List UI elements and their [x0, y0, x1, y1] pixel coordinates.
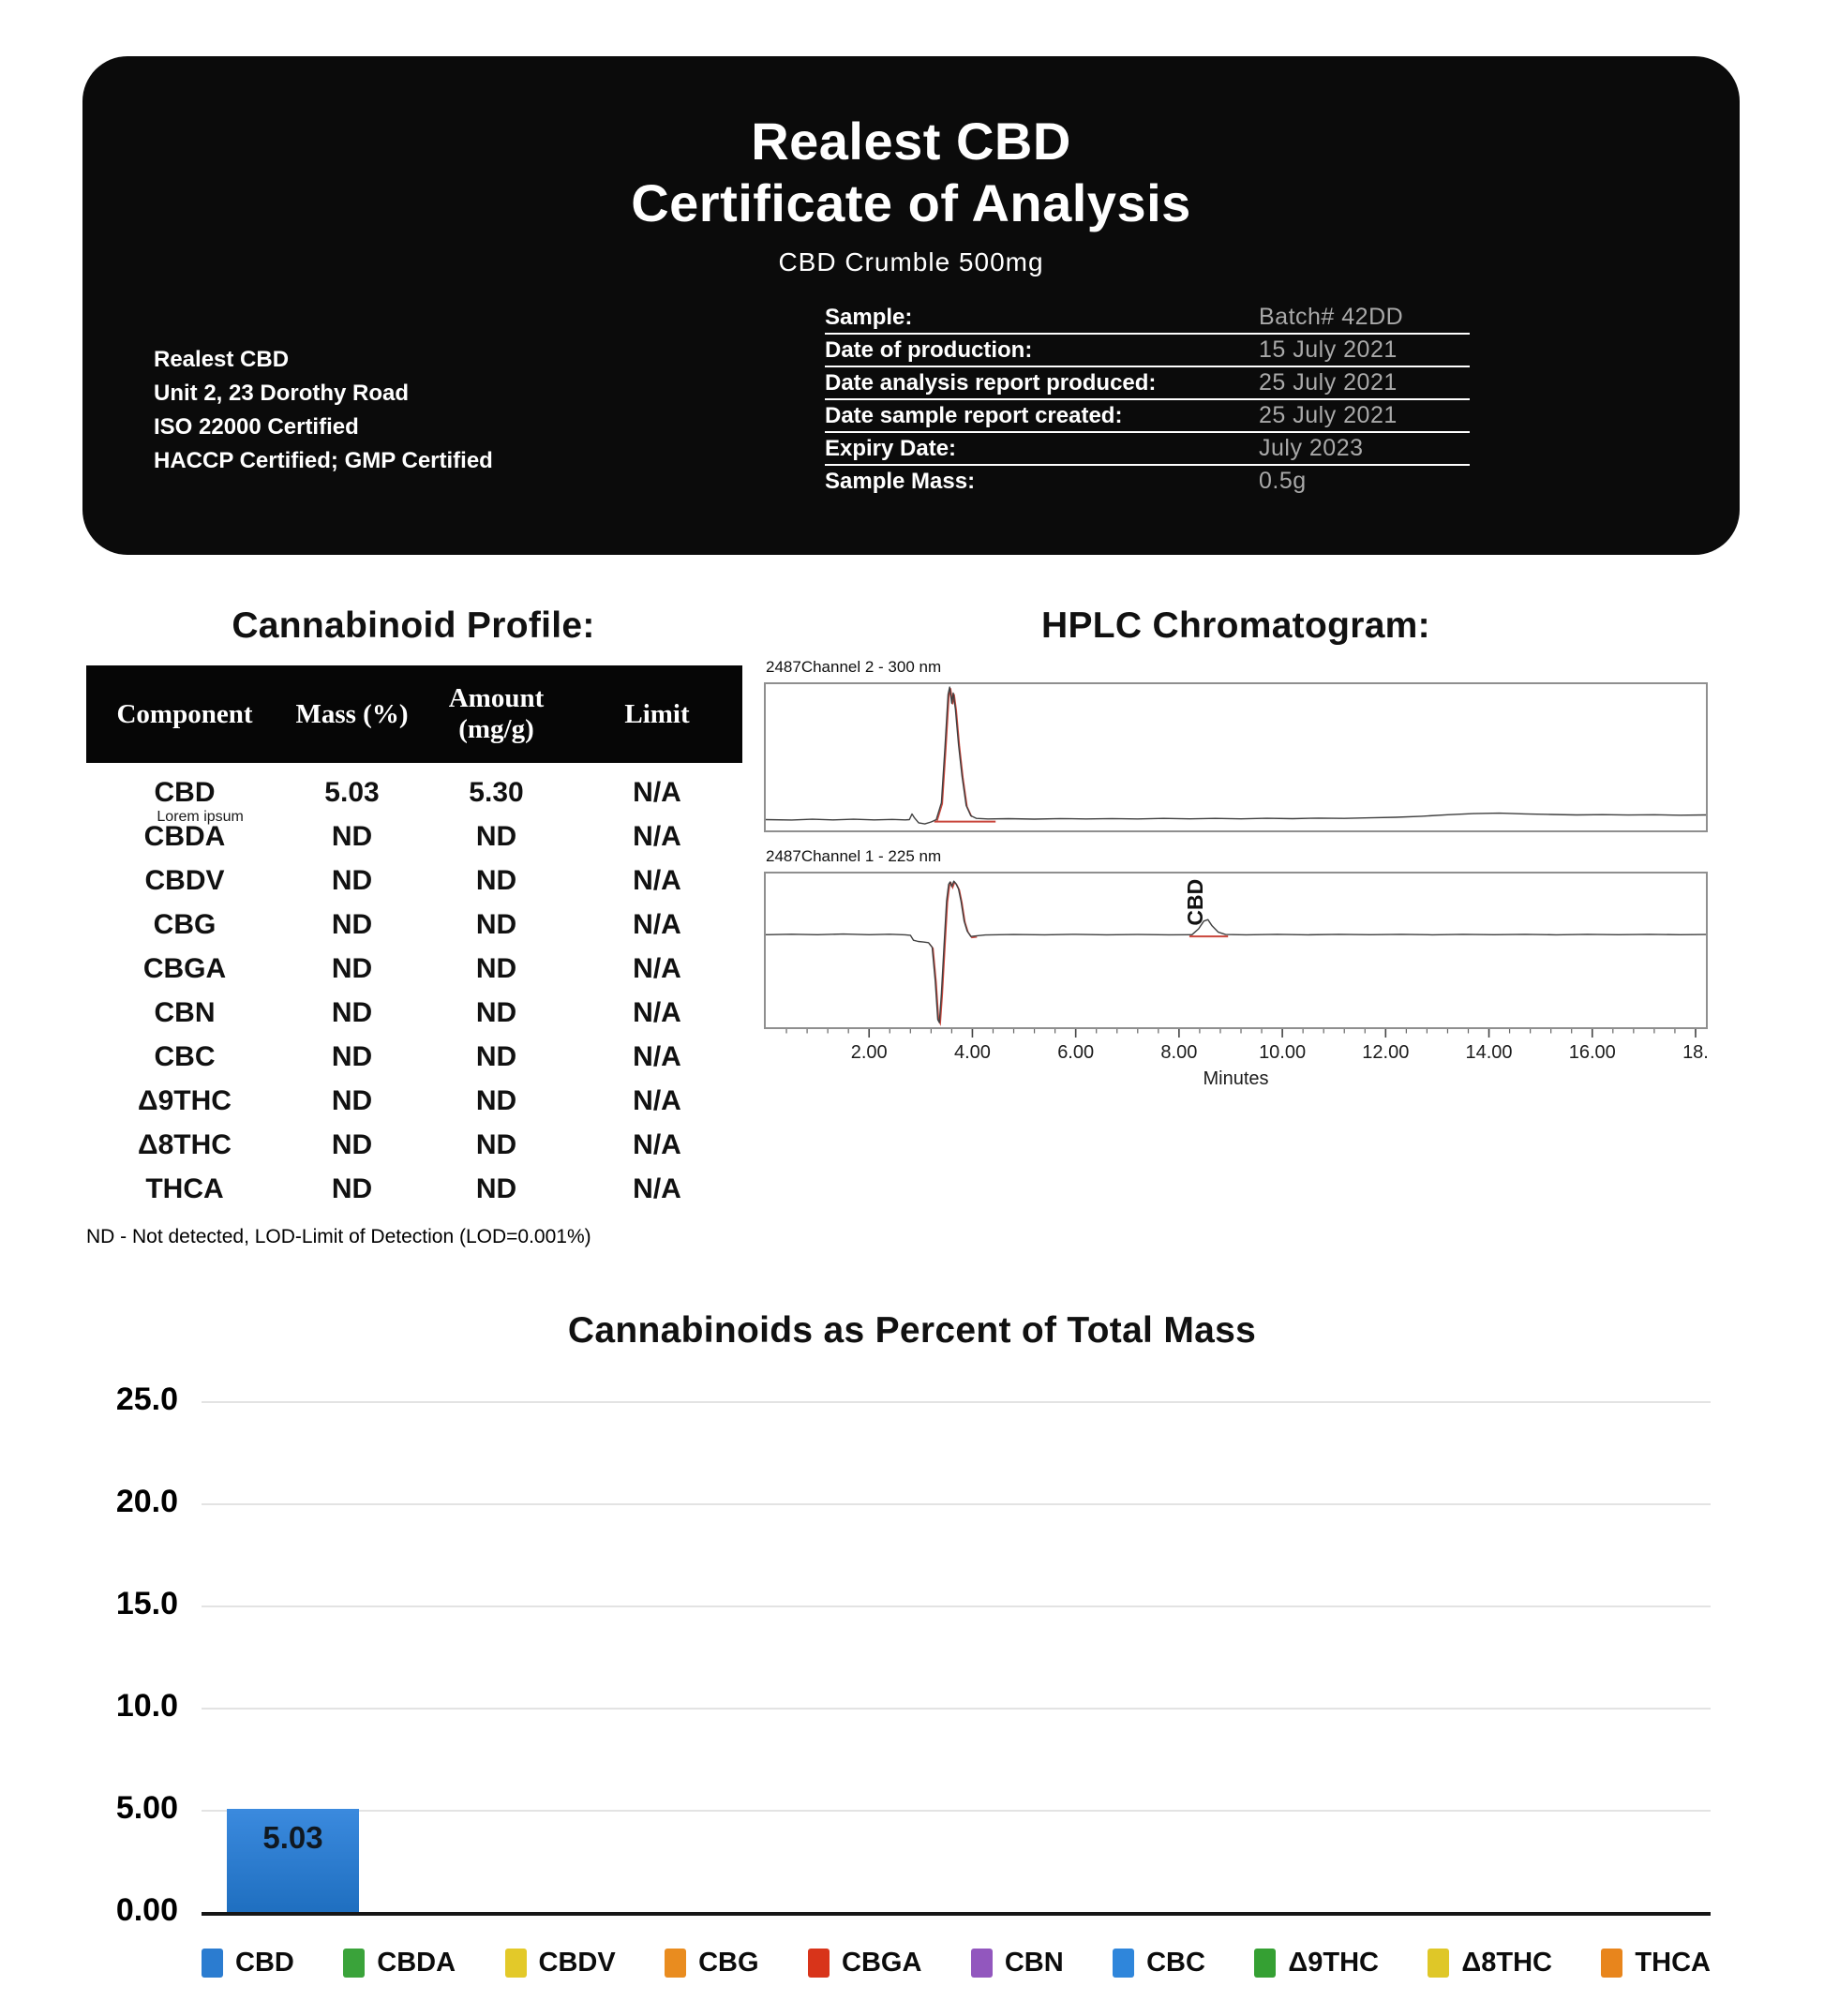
limit-cell: N/A: [633, 952, 681, 984]
y-axis-tick-label: 20.0: [115, 1484, 178, 1519]
limit-cell: N/A: [633, 820, 681, 852]
legend-item-cbda: [343, 1948, 456, 1979]
profile-table-body: [86, 770, 742, 1211]
time-axis-tick-label: 4.00: [953, 1042, 991, 1063]
y-axis-tick-label: 5.00: [115, 1790, 178, 1826]
sample-info-row: [825, 335, 1470, 367]
doc-title-line1: Realest CBD: [751, 112, 1071, 171]
company-info-line: HACCP Certified; GMP Certified: [154, 448, 493, 473]
mass-cell: ND: [331, 820, 373, 852]
amount-cell: ND: [475, 864, 517, 896]
legend-label: THCA: [1635, 1948, 1711, 1978]
limit-cell: N/A: [633, 1172, 681, 1204]
amount-cell: ND: [475, 1084, 517, 1116]
legend-item-cbd: [202, 1948, 294, 1979]
profile-table-row: [86, 808, 742, 859]
channel-1-trace-svg: [766, 874, 1706, 1027]
channel-2-plot: [764, 682, 1708, 832]
limit-cell: N/A: [633, 776, 681, 808]
sample-info-value: Batch# 42DD: [1259, 304, 1404, 330]
cannabinoid-profile-table: [86, 665, 742, 1248]
sample-info-row: [825, 367, 1470, 400]
gridline: [202, 1810, 1711, 1812]
bar-chart-plot-area: [202, 1401, 1711, 1916]
component-name: CBG: [153, 908, 217, 940]
legend-swatch-cbdv: [505, 1949, 527, 1978]
legend-swatch-cbn: [971, 1949, 993, 1978]
profile-column-header: Amount (mg/g): [448, 683, 545, 744]
component-cell: [86, 953, 283, 985]
mass-cell: ND: [331, 1128, 373, 1160]
sample-info-value: July 2023: [1259, 435, 1364, 461]
company-info-line: Realest CBD: [154, 347, 290, 372]
y-axis-tick-label: 25.0: [115, 1381, 178, 1417]
amount-cell: ND: [475, 820, 517, 852]
sample-info-value: 25 July 2021: [1259, 402, 1398, 428]
limit-cell: N/A: [633, 1040, 681, 1072]
bar-chart-title: Cannabinoids as Percent of Total Mass: [567, 1310, 1257, 1351]
product-subtitle: CBD Crumble 500mg: [778, 247, 1044, 276]
component-cell: [86, 909, 283, 941]
component-name: CBN: [154, 996, 216, 1028]
component-cell: [86, 997, 283, 1029]
x-axis-label: Minutes: [1203, 1068, 1269, 1089]
sample-info-label: Sample:: [825, 304, 913, 330]
amount-cell: ND: [475, 1172, 517, 1204]
sample-info-value: 0.5g: [1259, 468, 1307, 494]
gridline: [202, 1401, 1711, 1403]
mass-cell: 5.03: [324, 776, 380, 808]
profile-table-row: [86, 1167, 742, 1211]
sample-info-value: 25 July 2021: [1259, 369, 1398, 396]
peak-annotation-cbd: CBD: [1183, 878, 1208, 926]
hplc-chromatogram-title: HPLC Chromatogram:: [1041, 605, 1430, 647]
profile-table-row: [86, 1123, 742, 1167]
profile-footnote: ND - Not detected, LOD-Limit of Detection (LOD=0.001%): [86, 1226, 591, 1247]
component-name: THCA: [145, 1172, 224, 1204]
legend-swatch-δ9thc: [1254, 1949, 1276, 1978]
component-cell: [86, 777, 283, 809]
time-axis-tick-label: 18.: [1682, 1042, 1709, 1063]
channel-1-label: 2487Channel 1 - 225 nm: [766, 847, 942, 865]
time-axis-tick-label: 16.00: [1568, 1042, 1616, 1063]
component-name: CBDA: [143, 820, 226, 852]
profile-table-row: [86, 991, 742, 1035]
profile-table-row: [86, 859, 742, 903]
component-note: Lorem ipsum: [157, 808, 244, 825]
amount-cell: ND: [475, 996, 517, 1028]
limit-cell: N/A: [633, 996, 681, 1028]
mass-cell: ND: [331, 996, 373, 1028]
legend-label: CBC: [1146, 1948, 1205, 1978]
legend-item-δ8thc: [1428, 1948, 1552, 1979]
profile-table-row: [86, 903, 742, 947]
legend-label: CBN: [1004, 1948, 1064, 1978]
channel-2-trace-svg: [766, 684, 1706, 830]
gridline: [202, 1503, 1711, 1505]
legend-item-cbdv: [505, 1948, 616, 1979]
amount-cell: ND: [475, 908, 517, 940]
legend-label: CBD: [235, 1948, 294, 1978]
amount-cell: 5.30: [469, 776, 524, 808]
sample-info-label: Sample Mass:: [825, 468, 976, 494]
company-info: [154, 343, 493, 478]
time-axis-tick-label: 6.00: [1057, 1042, 1095, 1063]
cannabinoid-profile-title: Cannabinoid Profile:: [232, 605, 595, 647]
legend-item-cbc: [1113, 1948, 1205, 1979]
profile-column-header: Limit: [624, 698, 690, 729]
legend-item-δ9thc: [1254, 1948, 1379, 1979]
mass-cell: ND: [331, 864, 373, 896]
sample-info-row: [825, 400, 1470, 433]
profile-column-header: Mass (%): [295, 698, 409, 729]
component-cell: [86, 1085, 283, 1117]
legend-label: CBDV: [538, 1948, 616, 1978]
mass-cell: ND: [331, 908, 373, 940]
gridline: [202, 1605, 1711, 1607]
legend-swatch-cbd: [202, 1949, 223, 1978]
legend-swatch-cbg: [665, 1949, 686, 1978]
bar-cbd: [227, 1809, 359, 1912]
y-axis-tick-label: 15.0: [115, 1586, 178, 1621]
time-axis-tick-label: 12.00: [1362, 1042, 1410, 1063]
time-axis-tick-label: 2.00: [850, 1042, 888, 1063]
legend-item-cbn: [971, 1948, 1064, 1979]
legend-item-cbga: [808, 1948, 921, 1979]
limit-cell: N/A: [633, 1128, 681, 1160]
time-axis: [764, 1029, 1708, 1095]
component-cell: [86, 865, 283, 897]
component-name: Δ9THC: [138, 1084, 232, 1116]
y-axis-tick-label: 10.0: [115, 1688, 178, 1724]
profile-table-row: [86, 1079, 742, 1123]
sample-info-table: [825, 302, 1470, 497]
legend-swatch-cbda: [343, 1949, 365, 1978]
limit-cell: N/A: [633, 864, 681, 896]
sample-info-row: [825, 466, 1470, 497]
y-axis-tick-label: 0.00: [115, 1892, 178, 1928]
component-cell: [86, 1173, 283, 1205]
mass-cell: ND: [331, 1172, 373, 1204]
hplc-section: [764, 658, 1708, 1095]
company-info-line: Unit 2, 23 Dorothy Road: [154, 381, 410, 406]
amount-cell: ND: [475, 1128, 517, 1160]
doc-title-line2: Certificate of Analysis: [631, 173, 1191, 232]
profile-table-row: [86, 947, 742, 991]
time-axis-tick-label: 10.00: [1259, 1042, 1307, 1063]
legend-label: Δ8THC: [1461, 1948, 1552, 1978]
profile-column-header: Component: [116, 698, 253, 729]
bar-value-label: 5.03: [262, 1820, 323, 1856]
time-axis-tick-label: 14.00: [1465, 1042, 1513, 1063]
legend-label: CBDA: [377, 1948, 456, 1978]
limit-cell: N/A: [633, 1084, 681, 1116]
sample-info-row: [825, 302, 1470, 335]
component-name: CBC: [154, 1040, 216, 1072]
legend-item-thca: [1601, 1948, 1711, 1979]
legend-swatch-cbga: [808, 1949, 830, 1978]
component-cell: [86, 1041, 283, 1073]
component-cell: [86, 808, 283, 853]
legend-swatch-thca: [1601, 1949, 1622, 1978]
sample-info-value: 15 July 2021: [1259, 336, 1398, 363]
company-info-line: ISO 22000 Certified: [154, 414, 359, 440]
profile-table-row: [86, 1035, 742, 1079]
time-axis-tick-label: 8.00: [1160, 1042, 1198, 1063]
amount-cell: ND: [475, 1040, 517, 1072]
channel-1-plot: [764, 872, 1708, 1029]
legend-swatch-cbc: [1113, 1949, 1134, 1978]
component-name: CBD: [154, 776, 216, 808]
sample-info-label: Date of production:: [825, 336, 1033, 363]
legend-item-cbg: [665, 1948, 758, 1979]
sample-info-row: [825, 433, 1470, 466]
sample-info-label: Expiry Date:: [825, 435, 957, 461]
component-name: Δ8THC: [138, 1128, 232, 1160]
component-name: CBDV: [144, 864, 225, 896]
legend-label: Δ9THC: [1288, 1948, 1379, 1978]
time-axis-ticks: [766, 1029, 1706, 1040]
sample-info-label: Date analysis report produced:: [825, 369, 1157, 396]
gridline: [202, 1708, 1711, 1710]
component-cell: [86, 1129, 283, 1161]
mass-cell: ND: [331, 1040, 373, 1072]
profile-table-header: [86, 665, 742, 763]
channel-2-label: 2487Channel 2 - 300 nm: [766, 658, 942, 676]
sample-info-label: Date sample report created:: [825, 402, 1123, 428]
legend-label: CBGA: [842, 1948, 922, 1978]
bar-chart-section: [0, 1310, 1824, 2004]
limit-cell: N/A: [633, 908, 681, 940]
header-card: [82, 56, 1740, 555]
mass-cell: ND: [331, 1084, 373, 1116]
amount-cell: ND: [475, 952, 517, 984]
bar-chart-legend: [202, 1948, 1711, 1979]
mass-cell: ND: [331, 952, 373, 984]
legend-label: CBG: [698, 1948, 759, 1978]
legend-swatch-δ8thc: [1428, 1949, 1449, 1978]
component-name: CBGA: [142, 952, 227, 984]
